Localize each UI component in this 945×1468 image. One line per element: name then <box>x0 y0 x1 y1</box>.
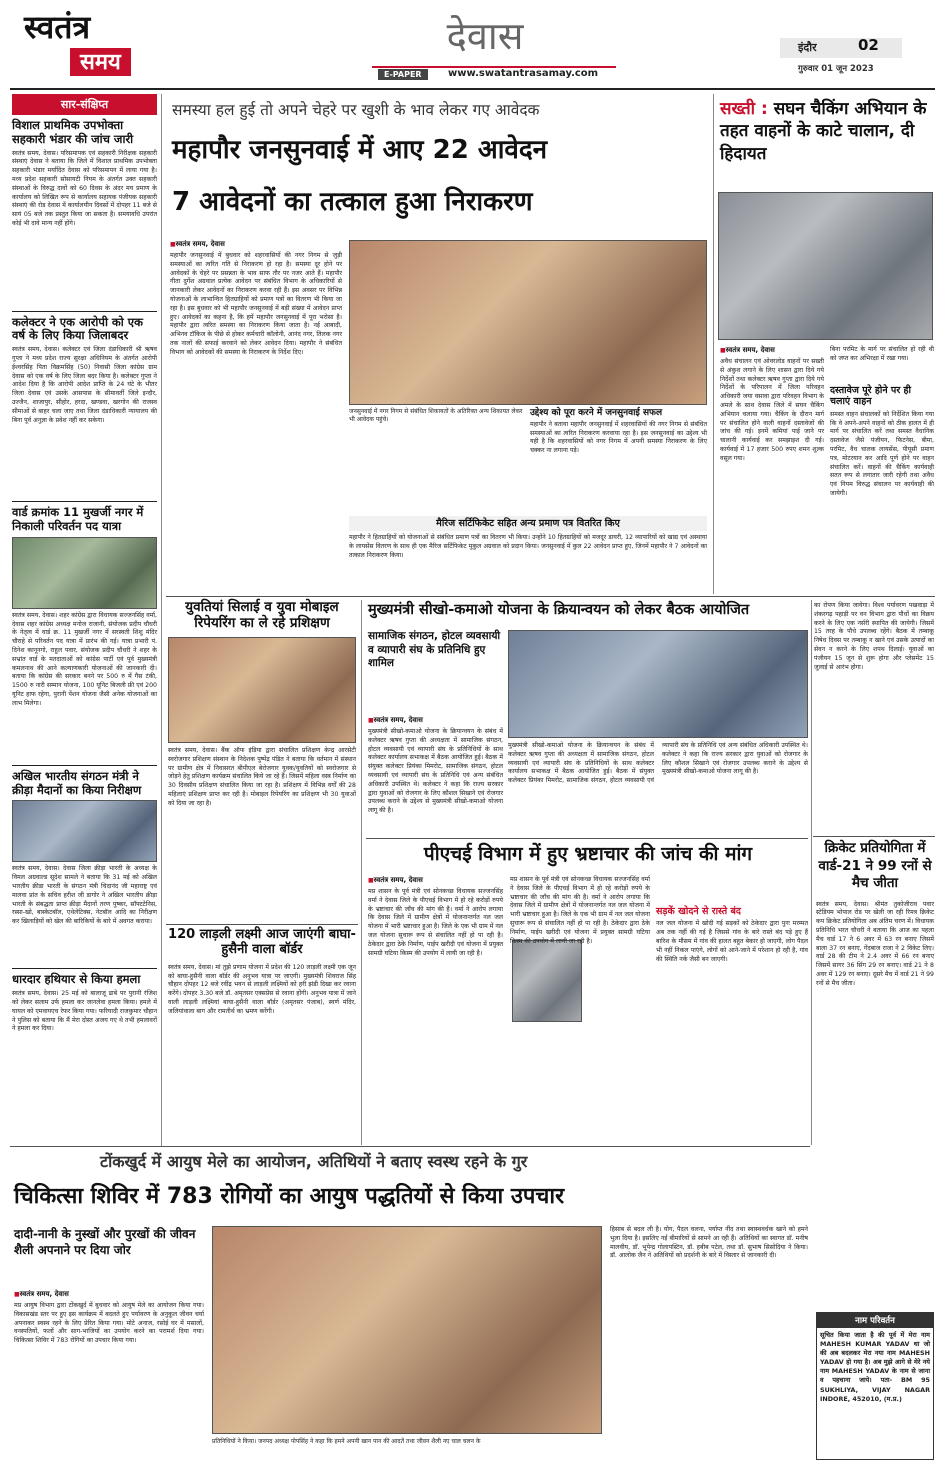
cm-deck-block <box>368 630 503 712</box>
lead-body: महापौर जनसुनवाई में बुधवार को शहरवासियों की नगर निगम से जुड़ी समस्याओं का त्वरित गति से निराकरण हो रहा है। समस्या दूर होने पर आवेदकों के चेहरे पर प्रसन्नता के भाव साफ तौर पर नजर आते हैं। महापौर गीता दुर्गेश अग्रवाल प्रत्येक आवेदन पर संबंधित विभाग के अधिकारियों से जानकारी लेकर आवेदनों का निराकरण करवा रही हैं। इस अवसर पर विभिन्न योजनाओं के लाभान्वित हितग्राहियों को प्रमाण पत्रों का वितरण भी किया जा रहा है। इस बुधवार को भी महापौर जनसुनवाई में बड़ी संख्या में आवेदन प्राप्त हुए। आवेदकों का कहना है, कि हमें महापौर जनसुनवाई में पूरा भरोसा है। महापौर द्वारा त्वरित समस्या का निराकरण किया जाता है। नई आबादी, अभिनव टॉकिज के पीछे से होकर कर्मचारी कॉलोनी, आनंद नगर, तिलक नगर तक नालों की सफाई करवाने को लेकर आवेदन दिया। महापौर ने संबंधित विभाग को आवेदकों की समस्या के निराकरण के निर्देश दिए। <box>170 252 342 356</box>
sidebar-item-headline: धारदार हथियार से किया हमला <box>12 972 141 987</box>
logo <box>24 10 156 82</box>
training-block <box>168 600 356 920</box>
imprint-body: सूचित किया जाता है की पूर्व में मेरा नाम MAHESH KUMAR YADAV था जो की अब बदलकर मेरा नया नाम MAHESH YADAV हो गया है। अब मुझे आगे से मेरे नये नाम MAHESH YADAV के नाम से जाना व पहचाना जाये। पता- BM 95 SUKHLIYA, VIJAY NAGAR INDORE, 452010, (म.प्र.) <box>820 1331 930 1403</box>
sidebar-item-headline: विशाल प्राथमिक उपभोक्ता सहकारी भंडार की जांच जारी <box>12 118 134 146</box>
lead-kicker: समस्या हल हुई तो अपने चेहरे पर खुशी के भाव लेकर गए आवेदक <box>172 101 540 119</box>
lead-bar-body: महापौर ने हितग्राहियों को योजनाओं से संबंधित प्रमाण पत्रों का वितरण भी किया। उन्होंने 10 हितग्राहियों को मजदूर डायरी, 12 व्यापारियों को खाद्य एवं अस्थाया के लायसेंस वितरण के साथ ही एक मैरिज सर्टिफिकेट मुकुल अग्रवाल को प्रदान किया। जनसुनवाई में कुल 22 आवेदन प्राप्त हुए, जिनमें महापौर ने 7 आवेदनों का तत्काल निराकरण किया। <box>349 534 707 559</box>
checking-headline-block <box>720 98 935 190</box>
phe-body-2: मप्र शासन के पूर्व मंत्री एवं सोनकच्छ विधायक सज्जनसिंह वर्मा ने देवास जिले के पीएचई विभाग में हो रहे करोड़ों रुपये के भ्रष्टाचार की जाँच की मांग की है। वर्मा ने आरोप लगाया कि देवास जिले में ग्रामीण क्षेत्रों में योजनान्तर्गत नल जल योजना में भारी भ्रष्टाचार हुआ है। जिले के एक भी ग्राम में नल जल योजना सुचारू रूप से संचालित नहीं हो पा रही है। ठेकेदार द्वारा ठेके निर्माण, पाईप खरीदी एवं योजना में प्रयुक्त सामग्री घटिया किस्म की उपयोग में लायी जा रही है। <box>510 876 650 945</box>
ayush-kicker: टोंकखुर्द में आयुष मेले का आयोजन, अतिथियों ने बताए स्वस्थ रहने के गुर <box>100 1152 528 1171</box>
page-number: 02 <box>858 36 879 54</box>
cm-body: मुख्यमंत्री सीखो-कमाओ योजना के क्रियान्वयन के संबंध में कलेक्टर ऋषव गुप्ता की अध्यक्षता में सामाजिक संगठन, होटल व्यवसायी एवं व्यापारी संघ के प्रतिनिधियों के साथ कलेक्टर कार्यालय सभाकक्ष में बैठक आयोजित हुई। बैठक में संयुक्त कलेक्टर प्रियंका मिमरोट, सामाजिक संगठन, होटल व्यवसायी एवं व्यापारी संघ के प्रतिनिधि एवं अन्य संबंधित अधिकारी उपस्थित थे। कलेक्टर ने कहा कि राज्य सरकार द्वारा युवाओं को रोजगार के लिए कौशल सिखाने एवं रोजगार उपलब्ध कराने के उद्देश्य से मुख्यमंत्री सीखो-कमाओ योजना लागू की है। <box>368 728 503 815</box>
phe-col2 <box>510 876 650 1142</box>
ladli-block <box>168 928 356 1142</box>
sidebar-item-body: स्वतंत्र समय, देवास। कलेक्टर एवं जिला दंडाधिकारी श्री ऋषव गुप्ता ने मध्य प्रदेश राज्य सुरक्षा अधिनियम के अंतर्गत आरोपी ईश्वरसिंह पिता विक्रमसिंह (50) निवासी जिला कांग्रेस ग्राम देवास को एक वर्ष के लिए जिला बदर किया है। कलेक्टर गुप्ता ने आदेश दिया है कि आरोपी आदेश प्राप्ति के 24 घंटे के भीतर जिला देवास एवं उसके आसपास के सीमावर्ती जिले इन्दौर, उज्जैन, शाजापुर, सीहोर, हरदा, खण्डवा, खरगोन की राजस्व सीमाओं से बाहर चला जाए तथा जिला दंडाधिकारी न्यायालय की बिना पूर्व अनुज्ञा के प्रवेश नहीं कर सकेगा। <box>12 346 157 424</box>
lead-bar <box>349 516 707 590</box>
lead-side-subheading: उद्देश्य को पूरा करने में जनसुनवाई सफल <box>530 408 663 418</box>
epaper-label: E-PAPER <box>378 69 428 80</box>
ayush-deck-block <box>14 1226 204 1278</box>
ayush-headline: चिकित्सा शिविर में 783 रोगियों का आयुष पद्धतियों से किया उपचार <box>14 1184 565 1209</box>
page-info <box>780 36 920 82</box>
cricket-body: स्वतंत्र समय, देवास। श्रीमंत तुकोजीराव पवार स्टेडियम भोपाल रोड पर खेली जा रही रिमत्र क्रिकेट कप क्रिकेट प्रतियोगिता अब अंतिम चरण में। विधायक प्रतिनिधि भरत चौधरी ने बताया कि आज का पहला मैच वार्ड 17 ने 6 अवर में 63 रन बनाए जिसमें बाला 37 रन बनाए, गेंदबाज राजा ने 2 विकेट लिए। वार्ड 28 की टीम ने 2.4 अवर में 66 रन बनाए जिसमें सागर 36 सिंग 29 रन बनाए। वार्ड 21 ने 8 अवर में 129 रन बनाए। दूसरे मैच में वार्ड 21 ने 99 रनों से मैच जीता। <box>816 900 934 987</box>
website-link[interactable]: www.swatantrasamay.com <box>448 68 599 79</box>
phe-body-3: नल जल योजना में खोदी गई सड़कों को ठेकेदार द्वारा पुनः मरम्मत अब तक नहीं की गई है जिससे गांव के बारे रास्ते बंद पड़े हुए हैं बारिश के मौसम में गांव की हालत बहुत बेकार हो जाएगी, लोग पैदल भी नहीं निकल पाएंगे, लोगों को आने-जाने में परेशान हो रही है, गांव की स्थिति नर्क जैसी बन जाएगी। <box>656 920 808 963</box>
checking-subheading: दस्तावेज पूरे होने पर ही चलाएं वाहन <box>830 385 912 408</box>
cm-body-continued <box>508 742 808 836</box>
ayush-photo <box>212 1226 602 1434</box>
cm-side-body: का रोपण किया जायेगा। विश्व पर्यावरण पखवाड़ा में शंकरगढ़ पहाड़ी पर वन विभाग द्वारा पौधों का विक्रय करने के लिए एक नर्सरी स्थापित की जायेगी। जिसमें 15 तरह के पौधे उपलब्ध रहेंगे। बैठक में तम्बाकू निषेध दिवस पर तम्बाकू न खाने एवं उसके उत्पादों का सेवन न करने के लिए शपथ दिलाई। युवाओं का पंजीयन 15 जून से शुरू होगा और प्लेसमेंट 15 जुलाई से आरंभ होगा। <box>814 602 934 671</box>
cm-deck: सामाजिक संगठन, होटल व्यवसायी व व्यापारी संघ के प्रतिनिधि हुए शामिल <box>368 630 501 670</box>
training-photo <box>168 637 356 743</box>
checking-body-2: बिना परमिट के मार्ग पर संचालित हो रही थी को जप्त कर अभिरक्षा में रखा गया। <box>830 346 934 362</box>
phe-col1 <box>368 876 503 1142</box>
imprint-box <box>816 1312 934 1460</box>
checking-col2 <box>830 346 934 592</box>
cricket-headline: क्रिकेट प्रतियोगिता में वार्ड-21 ने 99 रनों से मैच जीता <box>818 840 932 892</box>
checking-headline: सघन चैकिंग अभियान के तहत वाहनों के काटे चालान, दी हिदायत <box>720 99 927 164</box>
sidebar-item <box>12 973 157 1070</box>
sidebar-item-headline: वार्ड क्रमांक 11 मुखर्जी नगर में निकाली परिवर्तन पद यात्रा <box>12 505 144 533</box>
checking-body-3: समस्त वाहन संचालकों को निर्देशित किया गया कि वे अपने-अपने वाहनों को ठीक हालत में ही मार्ग पर संचालित करें तथा समस्त वैधानिक दस्तावेज जैसे पंजीयन, फिटनेस, बीमा, परमिट, वैध चालक लायसेंस, पीयूसी प्रमाण पत्र, मोटरयान कर आदि पूर्ण होने पर वाहन संचालित करें। वाहनों की चैकिंग कार्यवाही सतत रूप से लगातार जारी रहेगी तथा अवैध एवं नियम विरुद्ध संचालन पर कार्यवाही की जायेगी। <box>830 410 934 497</box>
phe-byline: ■ स्वतंत्र समय, देवास <box>368 876 503 885</box>
ayush-photo-caption: प्रतिनिधियों ने किया। जनपद अध्यक्ष पोपसिंह ने कहा कि हमने अपनी खान पान की आदतें तथा जीवन शैली नए चाल चलन के <box>212 1438 481 1445</box>
ayush-body-2: हिसाब से बदल ली है। योग, पैदल चलना, पर्याप्त नींद तथा स्वास्थवर्धक खाने को हमने भुला दिया है। इसलिए नई बीमारियों से सामने आ रही हैं। अतिथियों का स्वागत डॉ. मनीष मालवीय, डॉ. भूपेन्द्र गोलापस्टिन, डॉ. हबीब पटेल, तथा डॉ. सुभाष सिसोदिया ने किया। डॉ. आलोक जैन ने अतिथियों को प्रदर्शनी के बारे में विस्तार से जानकारी दी। <box>610 1226 808 1260</box>
lead-photo <box>349 240 707 405</box>
checking-byline: ■ स्वतंत्र समय, देवास <box>720 346 824 355</box>
logo-top: स्वतंत्र <box>24 8 91 46</box>
sidebar-header: सार-संक्षिप्त <box>12 94 157 115</box>
epaper-bar <box>372 66 616 82</box>
ayush-deck: दादी-नानी के नुस्खों और पुरखों की जीवन शैली अपनाने पर दिया जोर <box>14 1227 196 1258</box>
sidebar-item-headline: अखिल भारतीय संगठन मंत्री ने क्रीड़ा मैदानों का किया निरीक्षण <box>12 768 142 797</box>
cm-photo <box>508 630 808 738</box>
cm-body-cols: मुख्यमंत्री सीखो-कमाओ योजना के क्रियान्वयन के संबंध में कलेक्टर ऋषव गुप्ता की अध्यक्षता में सामाजिक संगठन, होटल व्यवसायी एवं व्यापारी संघ के प्रतिनिधियों के साथ कलेक्टर कार्यालय सभाकक्ष में बैठक आयोजित हुई। बैठक में संयुक्त कलेक्टर प्रियंका मिमरोट, सामाजिक संगठन, होटल व्यवसायी एवं व्यापारी संघ के प्रतिनिधि एवं अन्य संबंधित अधिकारी उपस्थित थे। कलेक्टर ने कहा कि राज्य सरकार द्वारा युवाओं को रोजगार के लिए कौशल सिखाने एवं रोजगार उपलब्ध कराने के उद्देश्य से मुख्यमंत्री सीखो-कमाओ योजना लागू की है। <box>508 742 808 785</box>
lead-headline-line2: 7 आवेदनों का तत्काल हुआ निराकरण <box>172 187 533 217</box>
phe-body: मप्र शासन के पूर्व मंत्री एवं सोनकच्छ विधायक सज्जनसिंह वर्मा ने देवास जिले के पीएचई विभाग में हो रहे करोड़ों रुपये के भ्रष्टाचार की जाँच की मांग की है। वर्मा ने आरोप लगाया कि देवास जिले में ग्रामीण क्षेत्रों में योजनान्तर्गत नल जल योजना में भारी भ्रष्टाचार हुआ है। जिले के एक भी ग्राम में नल जल योजना सुचारू रूप से संचालित नहीं हो पा रही है। ठेकेदार द्वारा ठेके निर्माण, पाईप खरीदी एवं योजना में प्रयुक्त सामग्री घटिया किस्म की उपयोग में लायी जा रही है। <box>368 888 503 957</box>
lead-side-block <box>530 408 707 512</box>
sidebar-item-body: स्वतंत्र समय, देवास। शहर कांग्रेस द्वारा विधायक सज्जनसिंह वर्मा, देवास शहर कांग्रेस अध्यक्ष मनोज राजानी, संयोजक प्रदीप चौधरी के नेतृत्व में वार्ड क्र. 11 मुखर्जी नगर में सरस्वती शिशु मंदिर चौराहे से परिवर्तन पद यात्रा में प्रारंभ की गई। यात्रा प्रभारी पं. दिनेश कानूनगो, राहुल पवार, संयोजक प्रदीप चौधरी ने शहर के सभ्रांत वार्ड के मतदाताओं को कांग्रेस पार्टी एवं पूर्व मुख्यमंत्री कमलनाथ की आने कल्याणकारी योजनाओं की जानकारी दी। बताया कि कांग्रेस की सरकार बनने पर 500 रु में गैस टंकी, 1500 रु नारी सम्मान योजना, 100 यूनिट बिजली फ्री एवं 200 यूनिट हाफ रहेगा, पुरानी पेंशन योजना जैसी अनेक योजनाओं का लाभ मिलेगा। <box>12 611 157 707</box>
checking-body: अवैध संचालन एवं ओवरलोड वाहनों पर सख्ती से अंकुश लगाने के लिए शासन द्वारा दिये गये निर्देशों तथा कलेक्टर ऋषव गुप्ता द्वारा दिये गये निर्देशों के परिपालन में जिला परिवहन अधिकारी जया वसावा द्वारा परिवहन विभाग के अमले के साथ देवास जिले में सघन चैकिंग अभियान चलाया गया। चैकिंग के दौरान मार्ग पर संचालित होने वाली वाहनों दस्तावेजों की जांच की गई। इनमें कमियां पाई जाने पर चालानी कार्यवाई कर समझाइश दी गई। कार्यवाई में 17 हजार 500 रुपए शमन शुल्क वसूल गया। <box>720 358 824 462</box>
ayush-col1 <box>14 1290 204 1460</box>
logo-bottom: समय <box>70 48 131 76</box>
lead-byline: ■ स्वतंत्र समय, देवास <box>170 240 342 249</box>
training-body: स्वतंत्र समय, देवास। बैंक ऑफ इंडिया द्वारा संचालित प्रशिक्षण केन्द्र आरसेटी स्वरोजगार प्रशिक्षण संस्थान के निदेशक पुष्पेंद्र पंडित ने बताया कि वर्तमान में संस्थान पर ग्रामीण क्षेत्र में निवासरत बीपीएल बेरोजगार युवक/युवतियों को स्वरोजगार से जोड़ने हेतु प्रशिक्षण कार्यक्रम संचालित किये जा रहे हैं। जिसमें महिला वस्त्र निर्माण का 30 दिवसीय प्रशिक्षण संचालित किया जा रहा है। प्रशिक्षण में विभिन्न वर्गों की 28 महिलाएं प्रशिक्षण प्राप्त कर रही है। मोबाइल रिपेयरिंग का प्रशिक्षण भी 30 युवाओं को दिया जा रहा है। <box>168 747 356 807</box>
imprint-header: नाम परिवर्तन <box>817 1313 933 1328</box>
cm-body-block <box>368 716 503 836</box>
phe-headline: पीएचई विभाग में हुए भ्रष्टाचार की जांच की मांग <box>423 843 753 865</box>
city-label: इंदौर <box>798 41 817 54</box>
ayush-col3 <box>610 1226 808 1460</box>
masthead <box>0 0 945 88</box>
cricket-block <box>816 840 934 1310</box>
checking-label: सख्ती : <box>720 99 768 119</box>
cm-headline: मुख्यमंत्री सीखो-कमाओ योजना के क्रियान्वयन को लेकर बैठक आयोजित <box>368 602 750 618</box>
sidebar <box>12 94 157 1144</box>
lead-headline-line1: महापौर जनसुनवाई में आए 22 आवेदन <box>172 135 548 165</box>
lead-side-body: महापौर ने बताया महापौर जनसुनवाई में शहरवासियों की नगर निगम से संबंधित समस्याओं का त्वरित निराकरण करवाया रहा है। इस जनसुनवाई का उद्देश्य भी यही है कि शहरवासियों को नगर निगम में अपनी समस्या निराकरण के लिए चक्कर ना लगाना पड़े। <box>530 420 707 455</box>
ladli-body: स्वतंत्र समय, देवास। मां तुझे प्रणाम योजना में प्रदेश की 120 लाड़ली लक्ष्मी एक जून को बाघा-हुसैनी वाला बॉर्डर की अनुभव यात्रा पर जाएगी। मुख्यमंत्री शिवराज सिंह चौहान दोपहर 12 बजे रवींद्र भवन से लाड़ली लक्ष्मियों को हरी झंडी दिखा कर रवाना करेंगे। दोपहर 3.30 बजे डॉ. अमृतसर एक्सप्रेस से रवाना होंगी। अनुभव यात्रा में जाने वाली लाड़ली लक्ष्मियां बाघा-हुसैनी वाला बॉर्डर (अमृतसर पंजाब), स्वर्ण मंदिर, जलियांवाला बाग और रामतीर्थ का भ्रमण करेंगी। <box>168 963 356 1015</box>
training-headline: युवतियां सिलाई व युवा मोबाइल रिपेयरिंग का ले रहे प्रशिक्षण <box>185 599 339 631</box>
sidebar-item-body: स्वतंत्र समय, देवास। देवास जिला क्रीड़ा भारती के अध्यक्ष के विमल अग्रवाल्ड सूदेश सामले ने बताया कि 31 मई को अखिल भारतीय क्रीडा भारती के संगठन मंत्री चिदानंद जी महाराष्ट्र एवं मालवा प्रांत के सचिव हरीश जी डागोर ने अखिल भारतीय क्रीड़ा भारती के संबद्धता प्राप्त क्रीड़ा मैदानों तरण पुष्कर, सॉफ्टटेनिस, रस्सा-खो, बास्केटबॉल, एथेलेटिक्स, नेटबॉल आदि का निरीक्षण कर खिलाड़ियों को खेल की बारिकियों के बारे में अवगत कराया। <box>12 865 157 926</box>
edition-title: देवास <box>446 14 524 58</box>
sidebar-item <box>12 506 157 762</box>
issue-date: गुरुवार 01 जून 2023 <box>798 64 874 74</box>
sidebar-item <box>12 119 157 308</box>
sidebar-item-body: स्वतंत्र समय, देवास। परिसमापक एवं सहकारी निरीक्षक सहकारी संस्थाएं देवास ने बताया कि जिले में विशाल प्राथमिक उपभोक्ता सहकारी भंडार मर्यादित देवास को परिसमापन में लाया गया है। मध्य प्रदेश सहकारी सोसायटी नियम के अंतर्गत उक्त सहकारी संस्थाओं के विरुद्ध दावों को 60 दिवस के अंदर मय प्रमाण के कार्यालय को लिखित रूप से कार्यालय सहायक पंजीयक सहकारी संस्थाएं की रोड देवास में कार्यालयीन दिवसों में दोपहर 11 बजे से सायं 05 बजे तक प्रस्तुत किया जा सकता है। समयावधि उपरांत कोई भी दावे मान्य नहीं होंगे। <box>12 149 157 227</box>
checking-photo <box>718 192 933 340</box>
lead-photo-caption-block <box>349 408 524 512</box>
ayush-body: मप्र आयुष विभाग द्वारा टोंकखुर्द में बुधवार को आयुष मेले का आयोजन किया गया। विकासखंड स्तर पर हुए इस कार्यक्रम में बदलते हुए पर्यावरण के अनुकूल जीवन चर्या अपनाकर स्वस्थ रहने के लिए प्रेरित किया गया। मोटे अनाज, रसोई घर में मसालों, वनस्पतियों, फलों और साग-भाजियों का उपयोग करने का परामर्श दिया गया। चिकित्सा शिविर में 783 रोगियों का उपचार किया गया। <box>14 1302 204 1345</box>
ladli-headline: 120 लाड़ली लक्ष्मी आज जाएंगी बाघा-हुसैनी वाला बॉर्डर <box>168 927 356 957</box>
sidebar-photo <box>12 537 157 609</box>
lead-text-column <box>170 240 342 592</box>
sidebar-item <box>12 770 157 966</box>
sidebar-photo <box>12 800 157 862</box>
ayush-byline: ■ स्वतंत्र समय, देवास <box>14 1290 204 1299</box>
sidebar-item <box>12 316 157 499</box>
ayush-photo-caption-block <box>212 1438 602 1460</box>
cm-byline: ■ स्वतंत्र समय, देवास <box>368 716 503 725</box>
sidebar-item-body: स्वतंत्र समय, देवास। 25 मई को बालाजू ढाबे पर पुरानी रंजिश को लेकर सलाम उर्फ हमला कर जानलेवा हमला किया। हमले में घायल को एमवायएच रेफर किया गया। फरियादी राजकुमार चौहान ने पुलिस को बताया कि मैं मेरा दोस्त अजय गए थे तभी हमलावरों ने हमला कर दिया। <box>12 990 157 1033</box>
checking-col1 <box>720 346 824 592</box>
phe-subheading: सड़कें खोदने से रास्ते बंद <box>656 906 741 917</box>
cm-side <box>814 602 934 832</box>
phe-col3 <box>656 876 808 1142</box>
lead-photo-caption: जनसुनवाई में नगर निगम से संबंधित शिकायतों के अतिरिक्त अन्य शिकायत लेकर भी आवेदक पहुंचे। <box>349 408 523 424</box>
sidebar-item-headline: कलेक्टर ने एक आरोपी को एक वर्ष के लिए किया जिलाबदर <box>12 314 143 343</box>
lead-bar-subheading: मैरिज सर्टिफिकेट सहित अन्य प्रमाण पत्र वितरित किए <box>349 516 707 531</box>
